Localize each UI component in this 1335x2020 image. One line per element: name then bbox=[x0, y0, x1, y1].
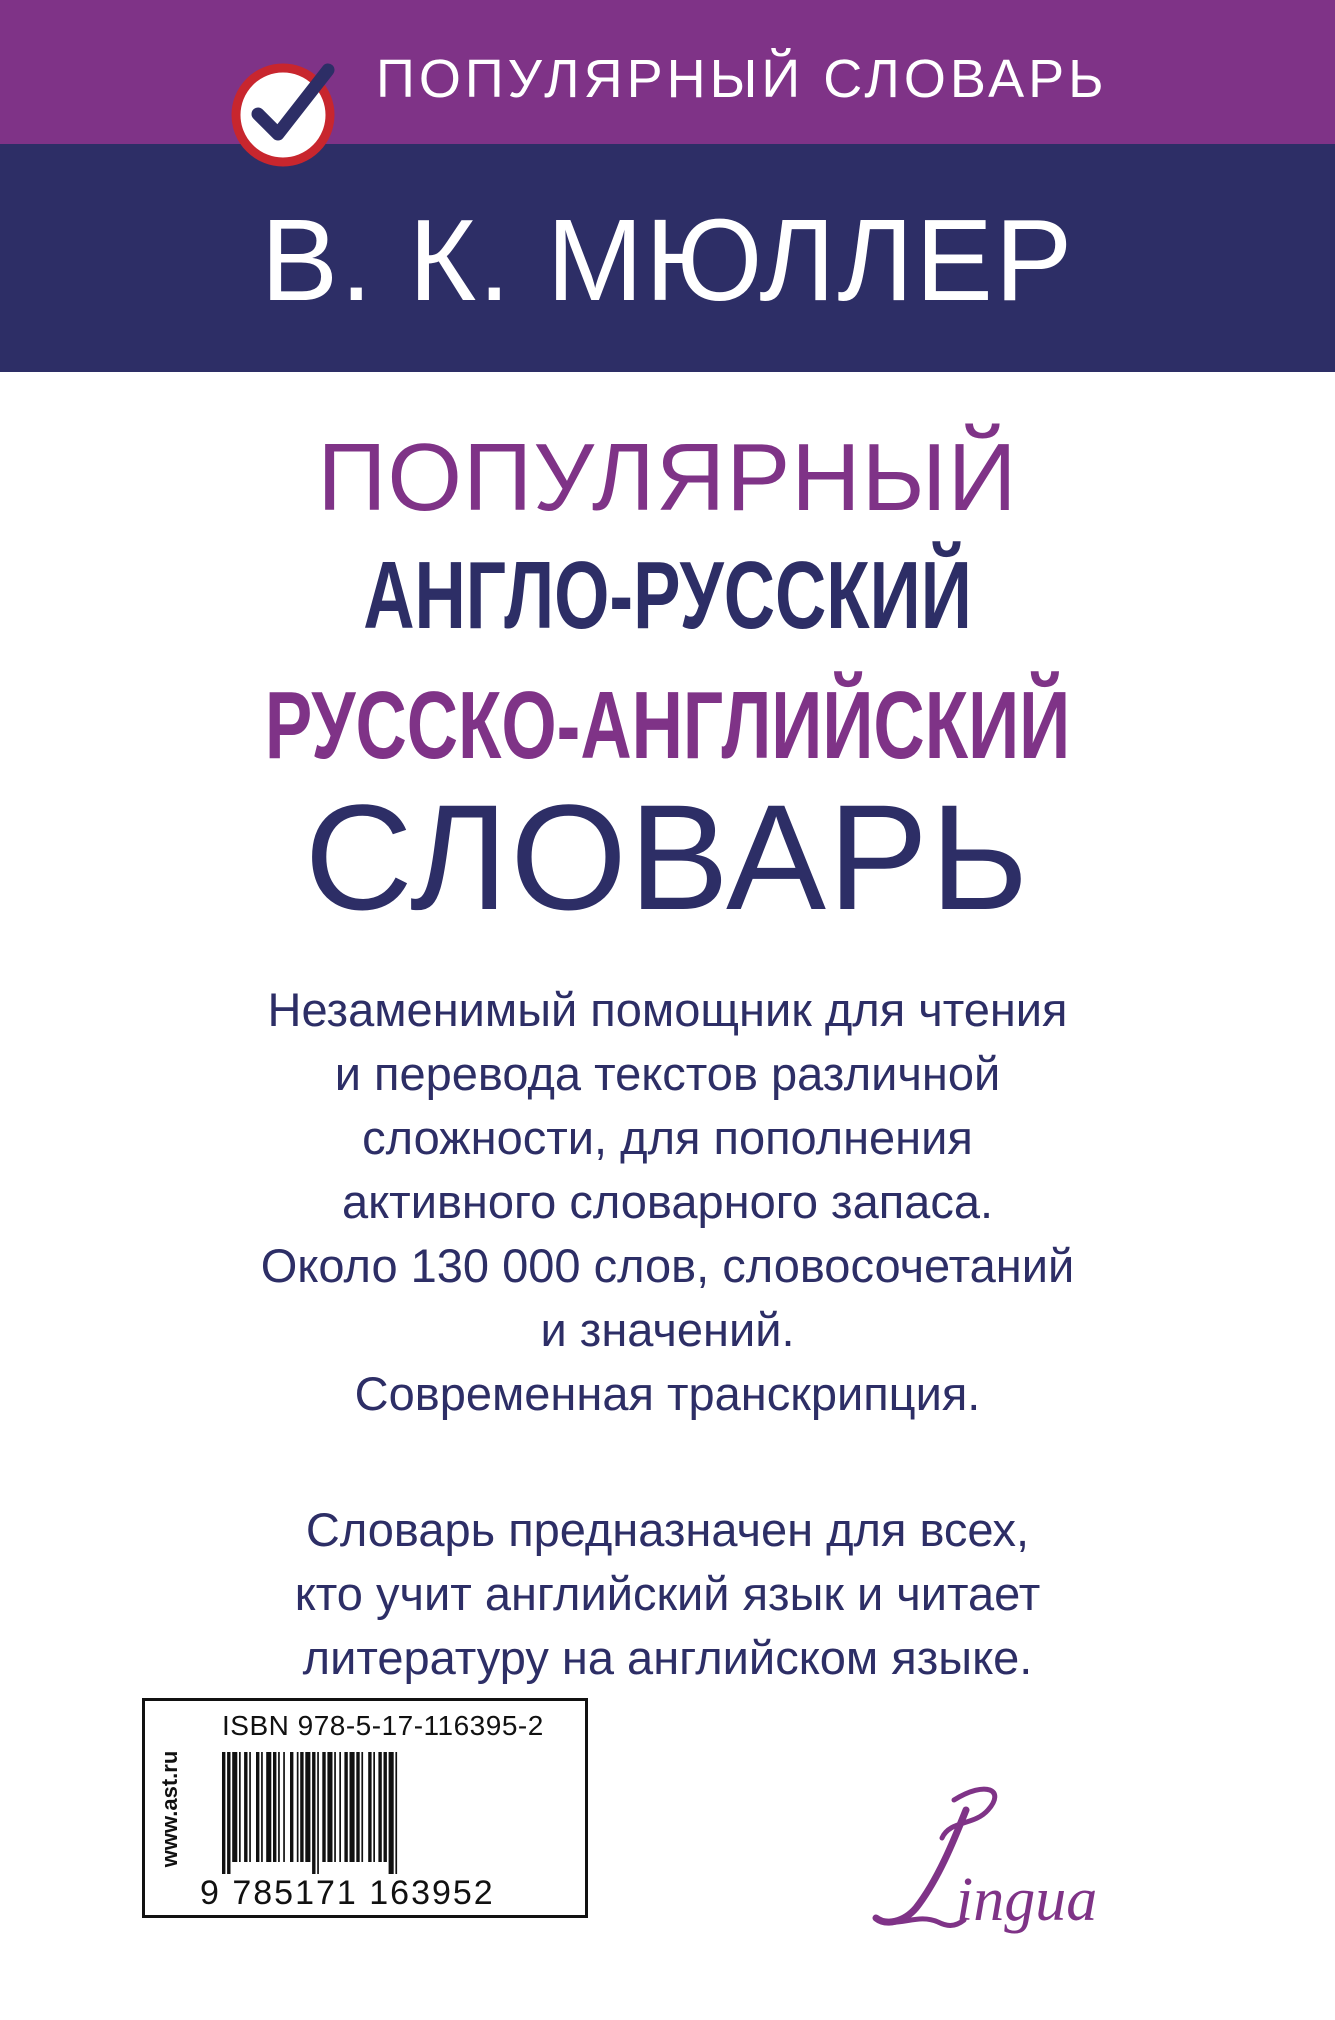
checkmark-circle-icon bbox=[228, 60, 338, 170]
description-line: и значений. bbox=[540, 1303, 795, 1356]
publisher-website bbox=[150, 1710, 190, 1908]
svg-text:ingua: ingua bbox=[956, 1866, 1098, 1934]
barcode-bar bbox=[378, 1752, 381, 1862]
barcode-bars bbox=[222, 1752, 562, 1874]
barcode-bar bbox=[300, 1752, 303, 1862]
barcode-bar bbox=[327, 1752, 332, 1862]
audience-block bbox=[0, 1498, 1335, 1690]
description-line: Незаменимый помощник для чтения bbox=[267, 983, 1068, 1036]
barcode-bar bbox=[297, 1752, 299, 1862]
title-line-english-russian: АНГЛО-РУССКИЙ bbox=[363, 542, 972, 649]
barcode-bar bbox=[334, 1752, 336, 1862]
barcode-bar bbox=[305, 1752, 310, 1862]
series-title: ПОПУЛЯРНЫЙ СЛОВАРЬ bbox=[376, 49, 1108, 109]
audience-line: кто учит английский язык и читает bbox=[294, 1567, 1041, 1620]
isbn-label: ISBN 978-5-17-116395-2 bbox=[222, 1710, 544, 1741]
barcode-bar bbox=[395, 1752, 397, 1874]
barcode-bar bbox=[256, 1752, 259, 1862]
barcode-bar bbox=[278, 1752, 280, 1862]
description-line: и перевода текстов различной bbox=[334, 1047, 1001, 1100]
title-line-russian-english: РУССКО-АНГЛИЙСКИЙ bbox=[264, 672, 1071, 779]
barcode-bar bbox=[283, 1752, 285, 1862]
barcode-bar bbox=[350, 1752, 355, 1862]
author-banner bbox=[0, 144, 1335, 372]
publisher-website-text: www.ast.ru bbox=[157, 1750, 182, 1868]
barcode-bar bbox=[227, 1752, 230, 1874]
barcode-bar bbox=[261, 1752, 263, 1862]
description-block bbox=[0, 978, 1335, 1426]
barcode-bar bbox=[339, 1752, 341, 1862]
barcode-bar bbox=[389, 1752, 394, 1874]
barcode-bar bbox=[361, 1752, 363, 1862]
barcode-bar bbox=[273, 1752, 276, 1862]
lingua-logo bbox=[846, 1780, 1126, 1960]
ean-digits: 9 785171 163952 bbox=[200, 1874, 495, 1912]
description-line: активного словарного запаса. bbox=[341, 1175, 994, 1228]
barcode-bar bbox=[322, 1752, 325, 1862]
barcode-bar bbox=[312, 1752, 315, 1874]
barcode-bar bbox=[290, 1752, 293, 1862]
description-line: Современная транскрипция. bbox=[354, 1367, 981, 1420]
barcode-bar bbox=[232, 1752, 237, 1862]
audience-line: литературу на английском языке. bbox=[302, 1631, 1033, 1684]
barcode-bar bbox=[222, 1752, 225, 1874]
barcode-bar bbox=[239, 1752, 241, 1862]
audience-line: Словарь предназначен для всех, bbox=[305, 1503, 1030, 1556]
barcode-bar bbox=[249, 1752, 251, 1862]
barcode-bar bbox=[344, 1752, 347, 1862]
barcode-bar bbox=[244, 1752, 247, 1862]
barcode-bar bbox=[368, 1752, 371, 1862]
author-name: В. К. МЮЛЛЕР bbox=[260, 195, 1075, 325]
barcode-bar bbox=[356, 1752, 359, 1862]
title-line-popular: ПОПУЛЯРНЫЙ bbox=[317, 424, 1018, 531]
barcode-bar bbox=[266, 1752, 271, 1862]
series-banner bbox=[0, 0, 1335, 144]
barcode-bar bbox=[317, 1752, 319, 1874]
barcode-bar bbox=[373, 1752, 375, 1862]
barcode-bar bbox=[384, 1752, 387, 1862]
title-line-dictionary: СЛОВАРЬ bbox=[304, 773, 1031, 941]
description-line: Около 130 000 слов, словосочетаний bbox=[260, 1239, 1075, 1292]
description-line: сложности, для пополнения bbox=[362, 1111, 973, 1164]
